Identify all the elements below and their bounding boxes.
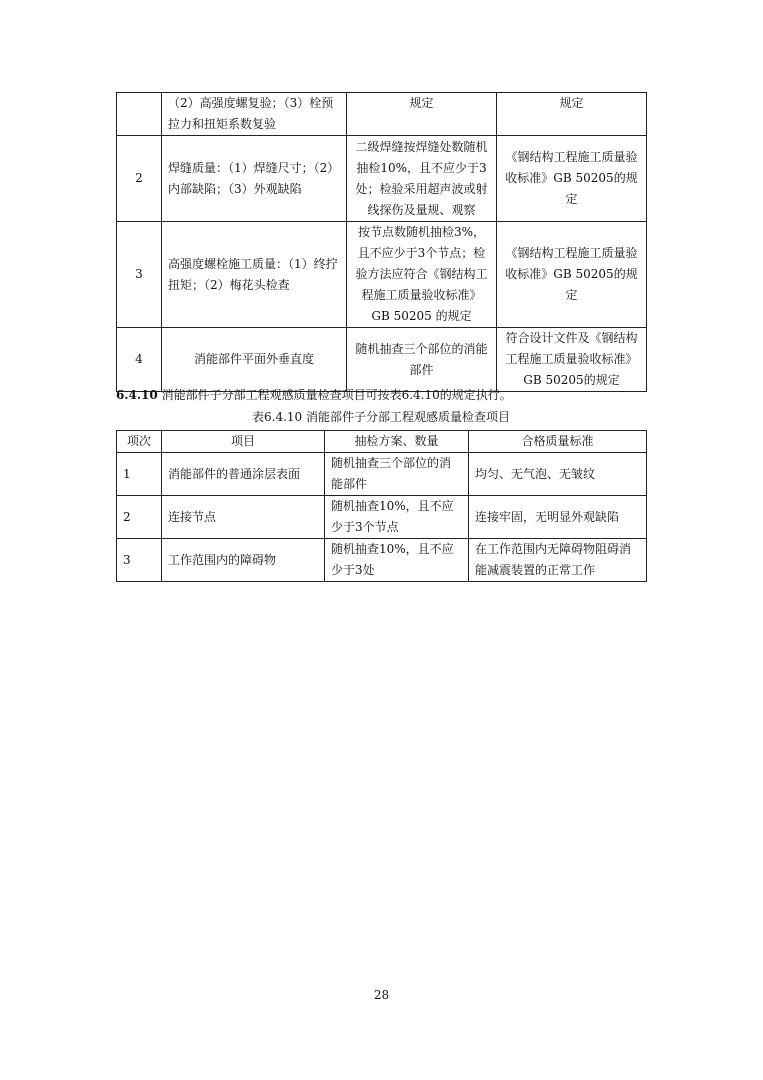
header-scheme: 抽检方案、数量 [325, 431, 469, 453]
table-row [117, 496, 647, 539]
check-item: （2）高强度螺复验；（3）栓预拉力和扭矩系数复验 [162, 93, 347, 136]
check-item: 高强度螺栓施工质量：（1）终拧扭矩；（2）梅花头检查 [162, 222, 347, 328]
check-item: 工作范围内的障碍物 [162, 539, 325, 582]
quality-standard: 规定 [497, 93, 647, 136]
table-row [117, 453, 647, 496]
sampling-scheme: 随机抽查10%，且不应少于3个节点 [325, 496, 469, 539]
table-row [117, 328, 647, 392]
table-header-row [117, 431, 647, 453]
quality-standard: 《钢结构工程施工质量验收标准》GB 50205的规定 [497, 136, 647, 222]
table-row [117, 222, 647, 328]
row-number: 4 [117, 328, 162, 392]
header-standard: 合格质量标准 [469, 431, 647, 453]
table-row [117, 539, 647, 582]
check-item: 消能部件平面外垂直度 [162, 328, 347, 392]
quality-standard: 连接牢固，无明显外观缺陷 [469, 496, 647, 539]
quality-standard: 在工作范围内无障碍物阻碍消能减震装置的正常工作 [469, 539, 647, 582]
clause-text: 消能部件子分部工程观感质量检查项目可按表6.4.10的规定执行。 [157, 388, 512, 402]
row-number [117, 93, 162, 136]
table-row [117, 136, 647, 222]
page-number: 28 [373, 988, 390, 1002]
check-item: 焊缝质量：（1）焊缝尺寸；（2）内部缺陷；（3）外观缺陷 [162, 136, 347, 222]
inspection-table-continued [116, 92, 647, 392]
table-caption: 表6.4.10 消能部件子分部工程观感质量检查项目 [252, 410, 510, 424]
sampling-scheme: 按节点数随机抽检3%，且不应少于3个节点；检验方法应符合《钢结构工程施工质量验收标准》GB 50205 的规定 [347, 222, 497, 328]
row-number: 2 [117, 496, 162, 539]
appearance-quality-table [116, 430, 647, 582]
check-item: 连接节点 [162, 496, 325, 539]
row-number: 3 [117, 539, 162, 582]
sampling-scheme: 二级焊缝按焊缝处数随机抽检10%，且不应少于3处；检验采用超声波或射线探伤及量规、观察 [347, 136, 497, 222]
quality-standard: 符合设计文件及《钢结构工程施工质量验收标准》GB 50205的规定 [497, 328, 647, 392]
sampling-scheme: 规定 [347, 93, 497, 136]
header-item: 项目 [162, 431, 325, 453]
check-item: 消能部件的普通涂层表面 [162, 453, 325, 496]
sampling-scheme: 随机抽查三个部位的消能部件 [347, 328, 497, 392]
quality-standard: 《钢结构工程施工质量验收标准》GB 50205的规定 [497, 222, 647, 328]
header-no: 项次 [117, 431, 162, 453]
row-number: 2 [117, 136, 162, 222]
sampling-scheme: 随机抽查三个部位的消能部件 [325, 453, 469, 496]
quality-standard: 均匀、无气泡、无皱纹 [469, 453, 647, 496]
clause-number: 6.4.10 [116, 388, 158, 402]
table-row [117, 93, 647, 136]
row-number: 3 [117, 222, 162, 328]
row-number: 1 [117, 453, 162, 496]
sampling-scheme: 随机抽查10%，且不应少于3处 [325, 539, 469, 582]
clause-6-4-10 [116, 386, 656, 404]
